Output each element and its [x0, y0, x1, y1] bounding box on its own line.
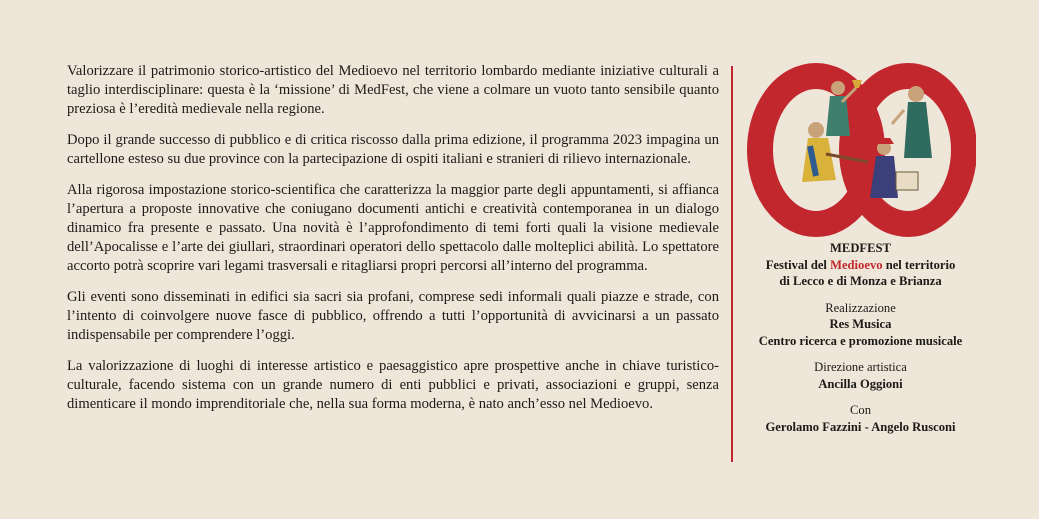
con-names: Gerolamo Fazzini - Angelo Rusconi — [765, 419, 956, 434]
festival-territory: di Lecco e di Monza e Brianza — [779, 274, 942, 288]
medieval-m-logo-icon — [746, 58, 976, 238]
sidebar — [738, 58, 983, 445]
direzione-name: Ancilla Oggioni — [818, 376, 903, 391]
paragraph-3: Alla rigorosa impostazione storico-scientifica che caratterizza la maggior parte degli appuntamenti, si affianca l’apertura a proposte innovative che coniugano documenti antichi e creatività contemporanea in un dialogo dinamico fra presente e passato. Una novità è l’approfondimento di temi forti quali la visione medievale dell’Apocalisse e l’arte dei giullari, straordinari operatori dello spettacolo dalle molteplici abilità. Lo spettatore accorto potrà scoprire vari legami trasversali e ritagliarsi propri percorsi all’interno del programma. — [67, 182, 719, 274]
tagline-highlight: Medioevo — [830, 257, 883, 272]
vertical-divider — [731, 66, 733, 462]
credits — [738, 240, 983, 435]
paragraph-4: Gli eventi sono disseminati in edifici sia sacri sia profani, comprese sedi informali quali piazze e strade, con l’intento di coinvolgere nuove fasce di pubblico, offrendo a tutti l’opportunità di avvicinarsi a un passato indispensabile per comprendere l’oggi. — [67, 289, 719, 343]
festival-tagline: Festival del Medioevo nel territorio — [765, 257, 956, 272]
main-text — [67, 62, 719, 426]
realizzazione-label: Realizzazione — [825, 300, 896, 315]
paragraph-5: La valorizzazione di luoghi di interesse artistico e paesaggistico apre prospettive anche in chiave turistico-culturale, facendo sistema con un grande numero di enti pubblici e privati, associazioni e gruppi, senza dimenticare il mondo imprenditoriale che, nella sua forma moderna, è nato anch’esso nel Medioevo. — [67, 358, 719, 412]
realizzazione-org: Res Musica — [829, 317, 892, 331]
direzione-label: Direzione artistica — [814, 360, 907, 374]
con-label: Con — [850, 403, 871, 417]
realizzazione-desc: Centro ricerca e promozione musicale — [758, 333, 963, 348]
festival-name: MEDFEST — [830, 241, 891, 255]
paragraph-1: Valorizzare il patrimonio storico-artistico del Medioevo nel territorio lombardo mediante iniziative culturali a taglio interdisciplinare: questa è la ‘missione’ di MedFest, che viene a colmare un vuoto tanto sensibile quanto preziosa è l’eredità medievale nella regione. — [67, 63, 719, 117]
paragraph-2: Dopo il grande successo di pubblico e di critica riscosso dalla prima edizione, il programma 2023 impagina un cartellone esteso su due province con la partecipazione di ospiti italiani e stranieri di rilievo internazionale. — [67, 132, 719, 167]
